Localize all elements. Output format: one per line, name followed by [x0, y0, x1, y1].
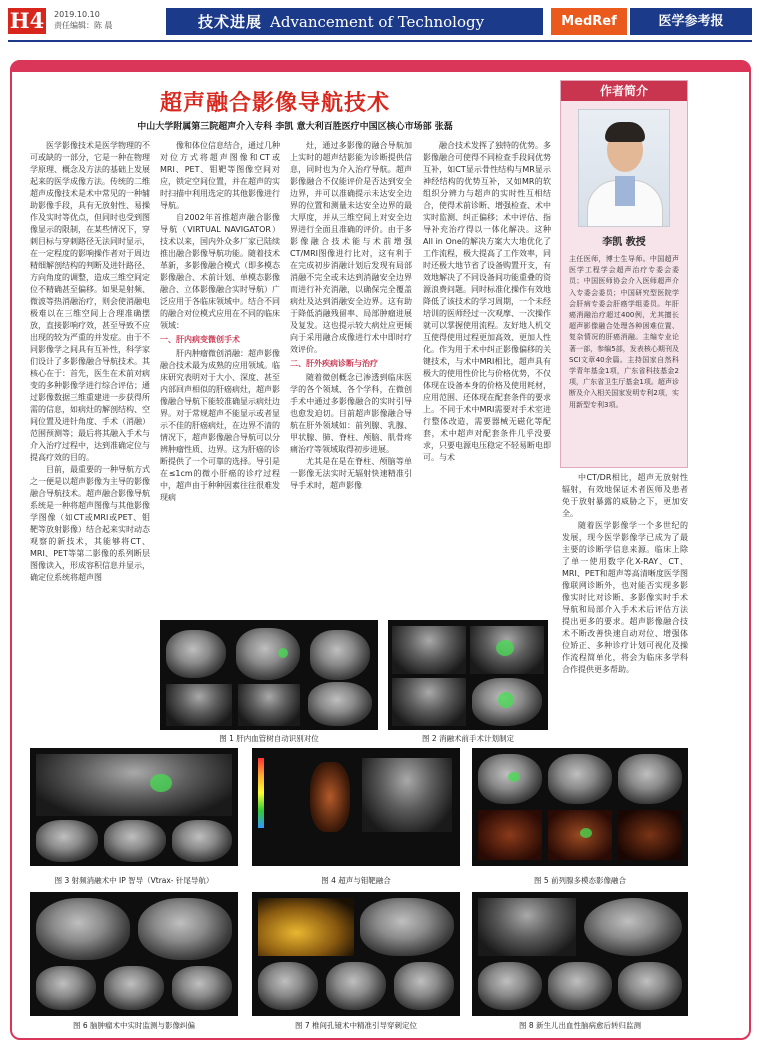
figure-7-caption: 图 7 椎间孔镜术中精准引导穿刺定位: [294, 1021, 418, 1030]
article-byline: 中山大学附属第三院超声介入专科 李凯 意大利百胜医疗中国区核心市场部 张磊: [137, 122, 453, 132]
section-title-cn: 技术进展: [198, 13, 263, 31]
frame-top-band: [10, 60, 751, 72]
figure-5-image: [472, 748, 688, 866]
section-heading: 一、肝内病变微创手术: [160, 335, 240, 344]
text-column-2: [160, 140, 280, 612]
author-box: [560, 80, 688, 468]
text-column-3: [290, 140, 412, 612]
editor-credit: 责任编辑：陈 晨: [54, 21, 113, 30]
figure-3-image: [30, 748, 238, 866]
paragraph: 随着微创概念已渗透到临床医学的各个领域、各个学科，在微创手术中通过多影像融合的实时引导也愈发迫切。目前超声影像融合导航在肝外领域如：前列腺、乳腺、甲状腺、肺、脊柱、颅脑、肌骨疼痛治疗等领域取得初步进展。: [290, 373, 412, 454]
paragraph: 自2002年首推超声融合影像导航（VIRTUAL NAVIGATOR）技术以来，国内外众多厂家已陆续推出融合影像导航功能。随着技术革新，多影像融合模式（即多模态影像融合、术前计划、单模态影像融合、立体影像融合实时导航）广泛应用于各临床领域中。结合不同的融合对位模式应用在不同的临床领域：: [160, 213, 280, 330]
text-column-5: [562, 472, 688, 752]
paragraph: 随着医学影像学一个多世纪的发展，现今医学影像学已成为了最主要的诊断学信息来源。临床上除了单一使用数字化X-RAY、CT、MRI、PET和超声等高清晰度医学图像联网诊断外，也对能否实现多影像实时比对诊断、多影像实时手术导航和局部介入手术术后评估方法提出更多的要求。超声影像融合技术不断改善快速自动对位、增强体位矫正、多种诊疗计划可视化及操作流程简单化，将会为临床多学科合作提供更多帮助。: [562, 521, 688, 674]
figure-4-caption: 图 4 超声与钼靶融合: [321, 876, 391, 885]
section-heading: 二、肝外疾病诊断与治疗: [290, 359, 378, 368]
author-photo: [578, 109, 670, 227]
section-banner: [166, 8, 543, 35]
paragraph: 肝内肿瘤微创消融：超声影像融合技术最为成熟的应用领域。临床研究表明对于大小、深度、甚至内部回声相似的肝癌病灶，超声影像融合导航下能较准确显示病灶边界。对于常规超声不能显示或者显示不佳的肝癌病灶，在边界不清的情况下，超声影像融合导航可以分辨肿瘤性质、边界。这为肝癌的诊断提供了一个可靠的选择。导引是在≤1cm的微小肝癌的诊疗过程中，超声由于种种因素往往很难发现病: [160, 349, 280, 502]
figure-3-caption: 图 3 射频消融术中 IP 智导（Vtrax- 针尾导航）: [54, 876, 214, 885]
text-column-4: [423, 140, 551, 612]
section-title-en: Advancement of Technology: [270, 13, 485, 31]
figure-4-image: [252, 748, 460, 866]
author-bio: 主任医师，博士生导师。中国超声医学工程学会超声治疗专委会委员；中国医师协会介入医师超声介入专委会委员；中国研究型医院学会肝病专委会肝癌学组委员。年肝癌消融治疗超过400例，尤其擅长超声影像融合处理各种困难位置、复杂情况的肝癌消融。主编专业论著一部，参编5部，发表核心期刊及SCI文章40余篇。主持国家自然科学青年基金1项，广东省科技基金2项，广东省卫生厅基金1项。超声诊断及介入相关国家发明专利2项，实用新型专利3项。: [569, 255, 679, 409]
figure-2-image: [388, 620, 548, 730]
figure-1-image: [160, 620, 378, 730]
brand-logo: MedRef: [551, 8, 627, 35]
page-number: H4: [9, 8, 45, 33]
issue-date: 2019.10.10: [54, 10, 100, 19]
figure-7-image: [252, 892, 460, 1016]
figure-5-caption: 图 5 前列腺多模态影像融合: [533, 876, 627, 885]
page-header: [0, 0, 759, 44]
figure-6-caption: 图 6 脑肿瘤术中实时监测与影像纠偏: [72, 1021, 196, 1030]
author-name: 李凯 教授: [602, 237, 646, 248]
paper-name: 医学参考报: [630, 8, 752, 35]
text-column-1: [30, 140, 150, 752]
paragraph: 医学影像技术是医学物理的不可或缺的一部分，它是一种在物理学原理、概念及方法的基础上发展起来的医学成像方法。传统的二维超声成像技术是术中常见的一种辅助影像手段，具有无放射性、易操作及实时等优点，但同时也受到图像显示的限制，在某些情况下，穿刺目标与穿刺路径无法同时显示，在一定程度的影响操作者对于周边精细解剖结构的判断及进针路径、方向角度的调整，造成三维空间定位不精确甚至偏移。如果是射频、微波等热消融治疗，则会使消融电极难以在三维空间上合理准确摆放，直接影响疗效，甚至导致不应出现的较为严重的并发症。由于不同影像学之间具有互补性，科学家们设计了多影像融合导航技术。其核心在于：首先，医生在术前对病变的多种影像学进行综合评估；通过影像数据三维重建进一步获得所需的信息，如病灶的解剖结构、空间位置及进针角度、手术（消融）范围预测等；最后将其融入手术与介入治疗过程中，达到准确定位与提高疗效的目的。: [30, 141, 150, 462]
paragraph: 像和体位信息结合，通过几种对位方式将超声图像和CT或MRI、PET、钼靶等图像空间对应，锁定空间位置，并在超声的实时扫描中利用选定的其他影像进行导航。: [160, 141, 280, 210]
paragraph: 目前，最重要的一种导航方式之一便是以超声影像为主导的影像融合导航技术。超声融合影像导航系统是一种将超声图像与其他影像学图像（如CT或MRI或PET、钼靶等放射影像）结合起来实时动态观察的新技术，其能够将CT、MRI、PET等第二影像的系列断层图像读入，形成容积信息并显示，确定位系统将超声图: [30, 465, 150, 582]
paragraph: 中CT/DR相比，超声无放射性辐射，有效地保证术者医师及患者免于放射暴露的威胁之下，更加安全。: [562, 473, 688, 518]
header-rule: [8, 40, 752, 42]
author-box-heading: 作者简介: [561, 81, 687, 101]
paragraph: 灶，通过多影像的融合导航加上实时的超声结影能为诊断提供信息，同时也为介入治疗导航。超声影像融合不仅能评价是否达到安全边界，并可以准确提示未达安全边界的位置和测量未达安全边界的最大厚度，并从三维空间上对安全边界进行全面且准确的评价。由于多影像融合技术能与术前增强CT/MRI图像进行比对，这有利于在完成初步消融计划后发现有局部消融不完全或未达到消融安全边界而进行补充消融，以确保完全覆盖病灶及达到消融安全边界。这有助于降低消融残留率、局部肿瘤进展及复发。这也提示较大病灶应更倾向于采用融合成像进行术中即时疗效评价。: [290, 141, 412, 354]
figure-1-caption: 图 1 肝内血管树自动识别对位: [219, 734, 319, 743]
paragraph: 融合技术发挥了独特的优势。多影像融合可使得不同检查手段间优势互补，如CT显示骨性结构与MR显示神经结构的优势互补，又如MR的软组织分辨力与超声的实时性互相结合，使得术前诊断、增强检查、术中实时监测、纠正偏移；术中评估、指导补充治疗得以一体化解决。这种All in One的解决方案大大地优化了工作流程，极大提高了工作效率，同时还极大地节省了设备购置开支，有效地解决了不同设备间功能重叠的资源浪费问题。同时标准化操作有效地降低了该技术的学习周期，一个未经培训的医师经过一次观摩、一次操作就可以掌握使用流程。友好地人机交互使得使用过程更加高效、更加人性化。作为用于术中纠正影像偏移的关键技术，与术中MRI相比，超声具有极大的使用性价比与价格优势，不仅体现在设备本身的价格及使用耗材，应用范围、还体现在配套条件的要求上。不同于术中MRI需要对手术室进行整体改造，需要器械无磁化等配套，术中超声对配套条件几乎没要求，只要电源电压稳定不轻易断电即可。与术: [423, 141, 551, 462]
figure-8-caption: 图 8 新生儿出血性脑病愈后转归监测: [518, 1021, 642, 1030]
issue-info: [54, 9, 113, 31]
figure-8-image: [472, 892, 688, 1016]
paragraph: 尤其是在是在脊柱、颅脑等单一影像无法实时无辐射快速精准引导手术时，超声影像: [290, 457, 412, 490]
figure-6-image: [30, 892, 238, 1016]
figure-2-caption: 图 2 消融术前手术计划制定: [421, 734, 515, 743]
article-title: 超声融合影像导航技术: [159, 91, 390, 116]
